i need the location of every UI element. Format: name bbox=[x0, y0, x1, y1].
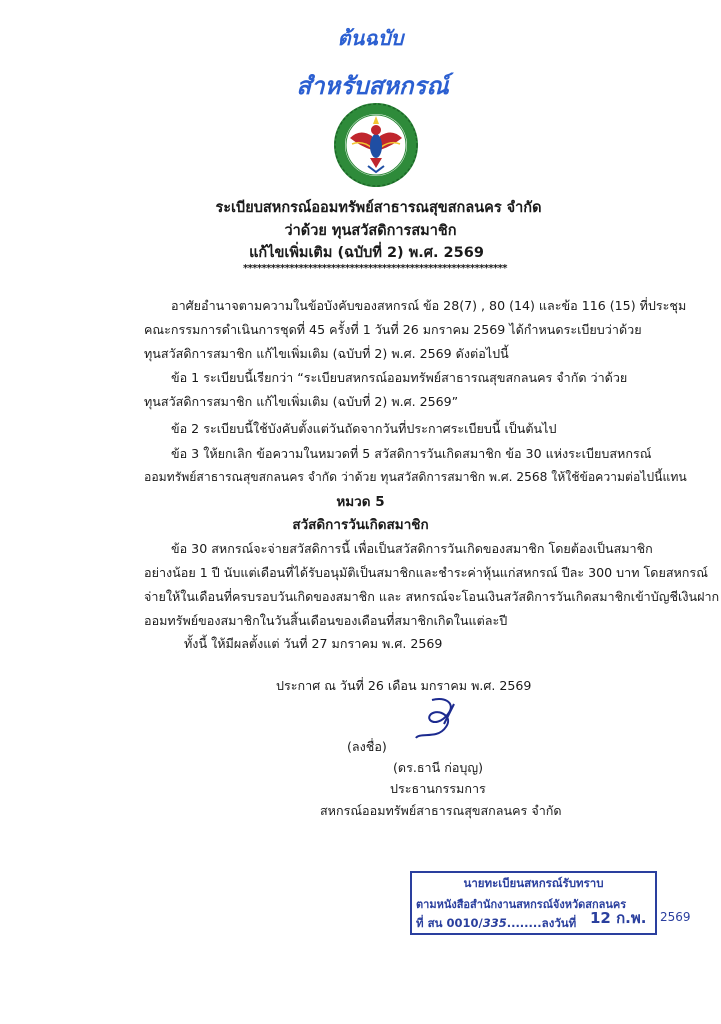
clause-30-line: จ่ายให้ในเดือนที่ครบรอบวันเกิดของสมาชิก และ สหกรณ์จะโอนเงินสวัสดิการวันเกิดสมาชิกเข้าบัญชีเงินฝาก bbox=[144, 589, 720, 604]
stamp-date-label: ลงวันที่ bbox=[541, 916, 577, 930]
stamp-reference-prefix: ที่ สน 0010/ bbox=[416, 916, 483, 930]
for-cooperative-stamp: สำหรับสหกรณ์ bbox=[296, 72, 449, 100]
garuda-emblem-icon bbox=[330, 100, 422, 190]
clause-30-line: ข้อ 30 สหกรณ์จะจ่ายสวัสดิการนี้ เพื่อเป็นสวัสดิการวันเกิดของสมาชิก โดยต้องเป็นสมาชิก bbox=[171, 541, 653, 556]
announcement-date: ประกาศ ณ วันที่ 26 เดือน มกราคม พ.ศ. 2569 bbox=[276, 678, 532, 693]
signer-name: (ดร.ธานี ก่อบุญ) bbox=[393, 760, 484, 775]
title-separator: ********************************************************* bbox=[243, 263, 507, 274]
clause-3-line: ข้อ 3 ให้ยกเลิก ข้อความในหมวดที่ 5 สวัสดิการวันเกิดสมาชิก ข้อ 30 แห่งระเบียบสหกรณ์ bbox=[171, 446, 652, 461]
stamp-reference-number: 335 bbox=[482, 916, 507, 930]
stamp-line: ตามหนังสือสำนักงานสหกรณ์จังหวัดสกลนคร bbox=[416, 898, 627, 911]
handwritten-signature bbox=[412, 694, 476, 742]
signed-label: (ลงชื่อ) bbox=[347, 739, 387, 754]
clause-2: ข้อ 2 ระเบียบนี้ใช้บังคับตั้งแต่วันถัดจากวันที่ประกาศระเบียบนี้ เป็นต้นไป bbox=[171, 421, 557, 436]
chapter-title: สวัสดิการวันเกิดสมาชิก bbox=[292, 517, 429, 533]
clause-3-line: ออมทรัพย์สาธารณสุขสกลนคร จำกัด ว่าด้วย ทุนสวัสดิการสมาชิก พ.ศ. 2568 ให้ใช้ข้อความต่อไปนี้แทน bbox=[144, 470, 687, 484]
regulation-amendment: แก้ไขเพิ่มเติม (ฉบับที่ 2) พ.ศ. 2569 bbox=[249, 245, 484, 261]
clause-30-line: อย่างน้อย 1 ปี นับแต่เดือนที่ได้รับอนุมัติเป็นสมาชิกและชำระค่าหุ้นแก่สหกรณ์ ปีละ 300 บาท โดยสหกรณ์ bbox=[144, 565, 708, 580]
clause-1-line: ข้อ 1 ระเบียบนี้เรียกว่า “ระเบียบสหกรณ์ออมทรัพย์สาธารณสุขสกลนคร จำกัด ว่าด้วย bbox=[171, 370, 628, 385]
paragraph-line: อาศัยอำนาจตามความในข้อบังคับของสหกรณ์ ข้อ 28(7) , 80 (14) และข้อ 116 (15) ที่ประชุม bbox=[171, 298, 687, 313]
stamp-received-date: 12 ก.พ. bbox=[590, 909, 647, 927]
stamp-reference-dots: ........ bbox=[506, 916, 542, 930]
original-copy-stamp: ต้นฉบับ bbox=[337, 26, 404, 50]
regulation-title: ระเบียบสหกรณ์ออมทรัพย์สาธารณสุขสกลนคร จำกัด bbox=[215, 200, 542, 216]
effective-date: ทั้งนี้ ให้มีผลตั้งแต่ วันที่ 27 มกราคม พ.ศ. 2569 bbox=[184, 636, 443, 651]
clause-1-line: ทุนสวัสดิการสมาชิก แก้ไขเพิ่มเติม (ฉบับที่ 2) พ.ศ. 2569” bbox=[144, 394, 459, 409]
clause-30-line: ออมทรัพย์ของสมาชิกในวันสิ้นเดือนของเดือนที่สมาชิกเกิดในแต่ละปี bbox=[144, 613, 508, 628]
chapter-heading: หมวด 5 bbox=[336, 494, 385, 510]
paragraph-line: ทุนสวัสดิการสมาชิก แก้ไขเพิ่มเติม (ฉบับที่ 2) พ.ศ. 2569 ดังต่อไปนี้ bbox=[144, 346, 509, 361]
signer-position: ประธานกรรมการ bbox=[390, 781, 486, 796]
stamp-year: 2569 bbox=[660, 910, 691, 924]
paragraph-line: คณะกรรมการดำเนินการชุดที่ 45 ครั้งที่ 1 วันที่ 26 มกราคม 2569 ได้กำหนดระเบียบว่าด้วย bbox=[144, 322, 642, 337]
stamp-line: นายทะเบียนสหกรณ์รับทราบ bbox=[463, 876, 604, 890]
organization-name: สหกรณ์ออมทรัพย์สาธารณสุขสกลนคร จำกัด bbox=[320, 803, 562, 818]
regulation-subject: ว่าด้วย ทุนสวัสดิการสมาชิก bbox=[284, 223, 457, 239]
